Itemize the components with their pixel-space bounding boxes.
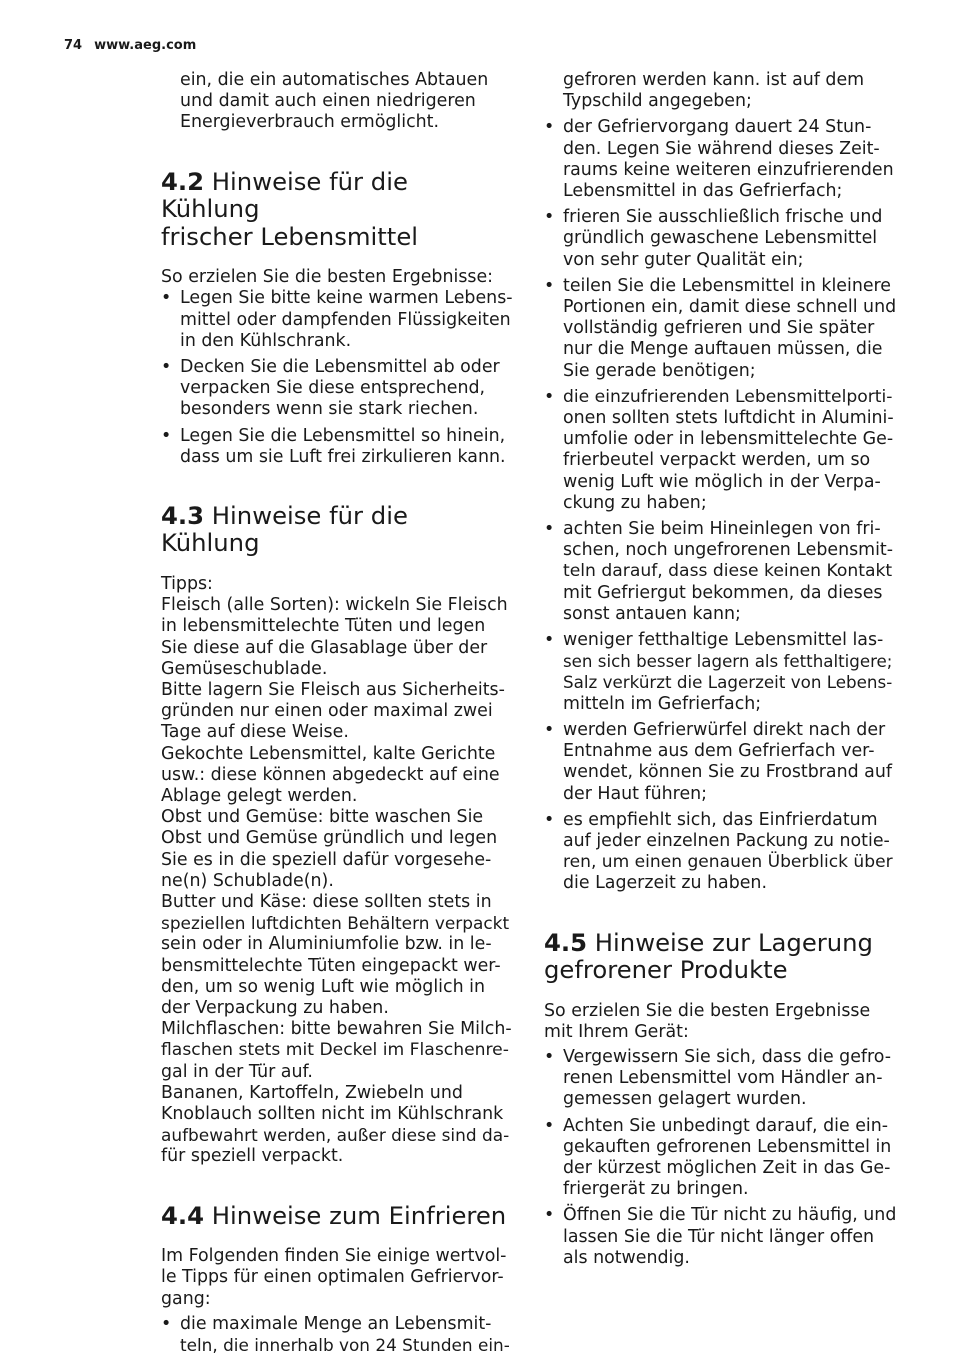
text-line: gang: — [161, 1288, 211, 1309]
text-line: gal in der Tür auf. — [161, 1061, 313, 1082]
text-line: sein oder in Aluminiumfolie bzw. in le- — [161, 934, 492, 955]
text-line: umfolie oder in lebensmittelechte Ge- — [563, 429, 894, 450]
text-line: vollständig gefrieren und Sie später — [563, 318, 875, 339]
text-line: Obst und Gemüse: bitte waschen Sie — [161, 807, 484, 828]
text-line: schen, noch ungefrorenen Lebensmit- — [563, 540, 894, 561]
text-line: gekauften gefrorenen Lebensmittel in — [563, 1136, 892, 1157]
bullet-list — [161, 1314, 513, 1356]
text-line: den. Legen Sie während dieses Zeit- — [563, 138, 880, 159]
list-item — [544, 117, 896, 202]
text-line: für speziell verpackt. — [161, 1146, 344, 1167]
text-line: • frieren Sie ausschließlich frische und — [563, 207, 883, 228]
text-line: wendet, können Sie zu Frostbrand auf — [563, 762, 892, 783]
text-line: • weniger fetthaltige Lebensmittel las- — [563, 630, 884, 651]
text-line: die Lagerzeit zu haben. — [563, 873, 767, 894]
text-line: usw.: diese können abgedeckt auf eine — [161, 764, 500, 785]
text-line: Gekochte Lebensmittel, kalte Gerichte — [161, 743, 496, 764]
bullet-list — [544, 117, 896, 894]
text-line: Tage auf diese Weise. — [161, 722, 349, 743]
bullet-list — [544, 1047, 896, 1269]
section-intro: So erzielen Sie die besten Ergebnisse: — [161, 267, 494, 288]
text-line: renen Lebensmittel vom Händler an- — [563, 1068, 883, 1089]
list-item — [544, 387, 896, 514]
text-line: Entnahme aus dem Gefrierfach ver- — [563, 741, 875, 762]
list-item — [544, 1047, 896, 1111]
section-heading-4-2: 4.2 Hinweise für die Kühlung frischer Lebensmittel — [161, 166, 419, 251]
page-header — [64, 38, 196, 53]
tips-paragraph — [161, 574, 513, 1168]
text-line: dass um sie Luft frei zirkulieren kann. — [180, 446, 506, 467]
text-line: Knoblauch sollten nicht im Kühlschrank — [161, 1104, 504, 1125]
text-line: den, um so wenig Luft wie möglich in — [161, 976, 485, 997]
text-line: Sie gerade benötigen; — [563, 360, 756, 381]
text-line: gründlich gewaschene Lebensmittel — [563, 228, 878, 249]
continuation-text — [161, 70, 513, 134]
list-item — [161, 357, 513, 421]
text-line: Obst und Gemüse gründlich und legen — [161, 828, 498, 849]
text-line: sen sich besser lagern als fetthaltigere; — [563, 652, 893, 672]
text-line: speziellen luftdichten Behältern verpackt — [161, 913, 510, 934]
text-line: von sehr guter Qualität ein; — [563, 249, 804, 270]
text-line: Energieverbrauch ermöglicht. — [180, 112, 439, 133]
text-line: der Verpackung zu haben. — [161, 998, 389, 1018]
section-intro — [544, 1001, 896, 1043]
text-line: sonst antauen kann; — [563, 603, 741, 624]
text-line: • werden Gefrierwürfel direkt nach der — [563, 719, 886, 740]
text-line: ne(n) Schublade(n). — [161, 870, 334, 891]
text-line: und damit auch einen niedrigeren — [180, 91, 476, 112]
text-line: mitteln im Gefrierfach; — [563, 693, 762, 714]
text-line: • achten Sie beim Hineinlegen von fri- — [563, 519, 881, 540]
text-line: teln, die innerhalb von 24 Stunden ein- — [180, 1334, 510, 1355]
text-line: Sie es in die speziell dafür vorgesehe- — [161, 849, 492, 870]
text-line: gefroren werden kann. ist auf dem — [563, 70, 865, 90]
text-line: Bananen, Kartoffeln, Zwiebeln und — [161, 1082, 463, 1103]
text-line: wenig Luft wie möglich in der Verpa- — [563, 471, 881, 492]
text-line: besonders wenn sie stark riechen. — [180, 399, 479, 420]
text-line: onen sollten stets luftdicht in Alumini- — [563, 408, 894, 429]
list-item — [544, 207, 896, 271]
list-item — [544, 630, 896, 715]
text-line: Lebensmittel in das Gefrierfach; — [563, 181, 843, 202]
text-line: gemessen gelagert wurden. — [563, 1089, 807, 1110]
text-line: mittel oder dampfenden Flüssigkeiten — [180, 309, 511, 330]
text-line: Gemüseschublade. — [161, 658, 328, 679]
section-heading-4-3: 4.3 Hinweise für die Kühlung — [161, 500, 408, 558]
section-intro — [161, 1246, 513, 1310]
right-column — [544, 70, 896, 1274]
text-line: flaschen stets mit Deckel im Flaschenre- — [161, 1040, 509, 1061]
list-item — [544, 1205, 896, 1269]
text-line: der kürzest möglichen Zeit in das Ge- — [563, 1157, 891, 1178]
text-line: • teilen Sie die Lebensmittel in kleinere — [563, 275, 892, 296]
text-line: frierbeutel verpackt werden, um so — [563, 450, 871, 471]
text-line: mit Ihrem Gerät: — [544, 1021, 689, 1042]
text-line: • Decken Sie die Lebensmittel ab oder — [180, 356, 500, 377]
list-item — [161, 288, 513, 352]
text-line: ckung zu haben; — [563, 492, 707, 513]
text-line: in den Kühlschrank. — [180, 330, 352, 351]
text-line: Ablage gelegt werden. — [161, 785, 358, 806]
left-column — [161, 70, 513, 1361]
list-item — [161, 426, 513, 468]
text-line: So erzielen Sie die besten Ergebnisse — [544, 1000, 871, 1021]
text-line: gründen nur einen oder maximal zwei — [161, 701, 493, 722]
page-number: 74 — [64, 38, 83, 53]
text-line: in lebensmittelechte Tüten und legen — [161, 616, 486, 637]
text-line: friergerät zu bringen. — [563, 1179, 749, 1200]
text-line: Bitte lagern Sie Fleisch aus Sicherheits- — [161, 679, 505, 700]
text-line: Portionen ein, damit diese schnell und — [563, 297, 897, 318]
text-line: Butter und Käse: diese sollten stets in — [161, 891, 492, 912]
text-line: • Legen Sie bitte keine warmen Lebens- — [180, 288, 513, 309]
section-heading-4-5: 4.5 Hinweise zur Lagerung gefrorener Produkte — [544, 927, 873, 985]
text-line: Tipps: — [161, 573, 213, 594]
text-line: le Tipps für einen optimalen Gefriervor- — [161, 1267, 504, 1288]
text-line: teln darauf, dass diese keinen Kontakt — [563, 561, 893, 582]
continuation-text — [544, 70, 896, 112]
text-line: auf jeder einzelnen Packung zu notie- — [563, 830, 890, 851]
text-line: • der Gefriervorgang dauert 24 Stun- — [563, 117, 872, 138]
text-line: verpacken Sie diese entsprechend, — [180, 378, 486, 399]
text-line: • Öffnen Sie die Tür nicht zu häufig, und — [563, 1205, 897, 1226]
list-item — [544, 519, 896, 625]
text-line: ein, die ein automatisches Abtauen — [180, 70, 489, 90]
text-line: mit Gefriergut bekommen, da dieses — [563, 582, 883, 603]
text-line: Sie diese auf die Glasablage über der — [161, 637, 488, 658]
text-line: lassen Sie die Tür nicht länger offen — [563, 1226, 875, 1247]
text-line: Fleisch (alle Sorten): wickeln Sie Fleisch — [161, 595, 508, 616]
text-line: • Legen Sie die Lebensmittel so hinein, — [180, 425, 506, 446]
text-line: Typschild angegeben; — [563, 91, 752, 112]
text-line: ren, um einen genauen Überblick über — [563, 852, 893, 873]
text-line: • die maximale Menge an Lebensmit- — [180, 1313, 492, 1334]
list-item — [544, 720, 896, 805]
list-item — [544, 810, 896, 895]
text-line: Milchflaschen: bitte bewahren Sie Milch- — [161, 1019, 512, 1040]
text-line: • es empfiehlt sich, das Einfrierdatum — [563, 809, 878, 830]
website-url: www.aeg.com — [94, 38, 197, 53]
text-line: bensmittelechte Tüten eingepackt wer- — [161, 955, 501, 976]
section-heading-4-4: 4.4 Hinweise zum Einfrieren — [161, 1200, 507, 1230]
bullet-list — [161, 288, 513, 468]
text-line: • Vergewissern Sie sich, dass die gefro- — [563, 1046, 892, 1067]
text-line: Salz verkürzt die Lagerzeit von Lebens- — [563, 672, 893, 693]
text-line: • Achten Sie unbedingt darauf, die ein- — [563, 1115, 889, 1136]
list-item — [544, 1116, 896, 1201]
text-line: raums keine weiteren einzufrierenden — [563, 159, 894, 180]
text-line: aufbewahrt werden, außer diese sind da- — [161, 1125, 510, 1146]
text-line: Im Folgenden finden Sie einige wertvol- — [161, 1246, 507, 1267]
list-item — [544, 276, 896, 382]
text-line: • die einzufrierenden Lebensmittelporti- — [563, 386, 893, 407]
text-line: als notwendig. — [563, 1247, 690, 1268]
text-line: nur die Menge auftauen müssen, die — [563, 339, 883, 360]
list-item — [161, 1314, 513, 1356]
text-line: der Haut führen; — [563, 783, 708, 804]
